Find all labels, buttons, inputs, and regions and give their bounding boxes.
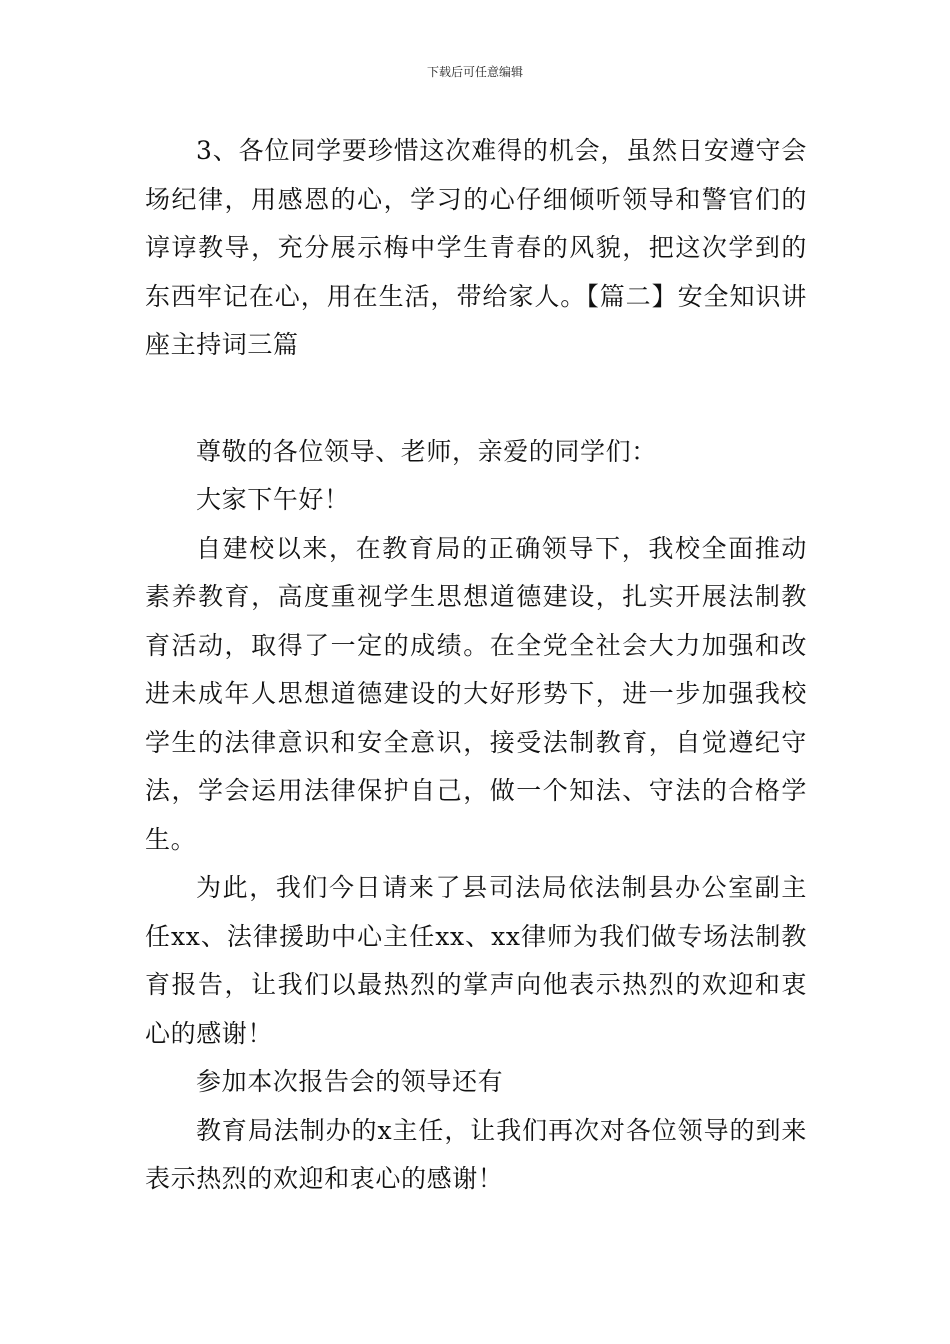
paragraph-guests: 为此，我们今日请来了县司法局依法制县办公室副主任xx、法律援助中心主任xx、xx律师为我们做专场法制教育报告，让我们以最热烈的掌声向他表示热烈的欢迎和衷心的感谢！ [145,873,807,1048]
paragraph-hello: 大家下午好！ [196,485,350,514]
paragraph-greeting: 尊敬的各位领导、老师，亲爱的同学们： [196,436,657,466]
document-body [145,127,807,1204]
paragraph-1: 3、各位同学要珍惜这次难得的机会，虽然日安遵守会场纪律，用感恩的心，学习的心仔细倾听领导和警官们的谆谆教导，充分展示梅中学生青春的风貌，把这次学到的东西牢记在心，用在生活，带给家人。【篇二】安全知识讲座主持词三篇 [145,136,807,359]
page-header: 下载后可任意编辑 [426,65,523,79]
paragraph-intro: 自建校以来，在教育局的正确领导下，我校全面推动素养教育，高度重视学生思想道德建设，扎实开展法制教育活动，取得了一定的成绩。在全党全社会大力加强和改进未成年人思想道德建设的大好形势下，进一步加强我校学生的法律意识和安全意识，接受法制教育，自觉遵纪守法，学会运用法律保护自己，做一个知法、守法的合格学生。 [145,533,807,854]
paragraph-thanks: 教育局法制办的x主任，让我们再次对各位领导的到来表示热烈的欢迎和衷心的感谢！ [145,1115,807,1193]
paragraph-gap [145,370,807,428]
paragraph-leaders: 参加本次报告会的领导还有 [196,1067,504,1096]
